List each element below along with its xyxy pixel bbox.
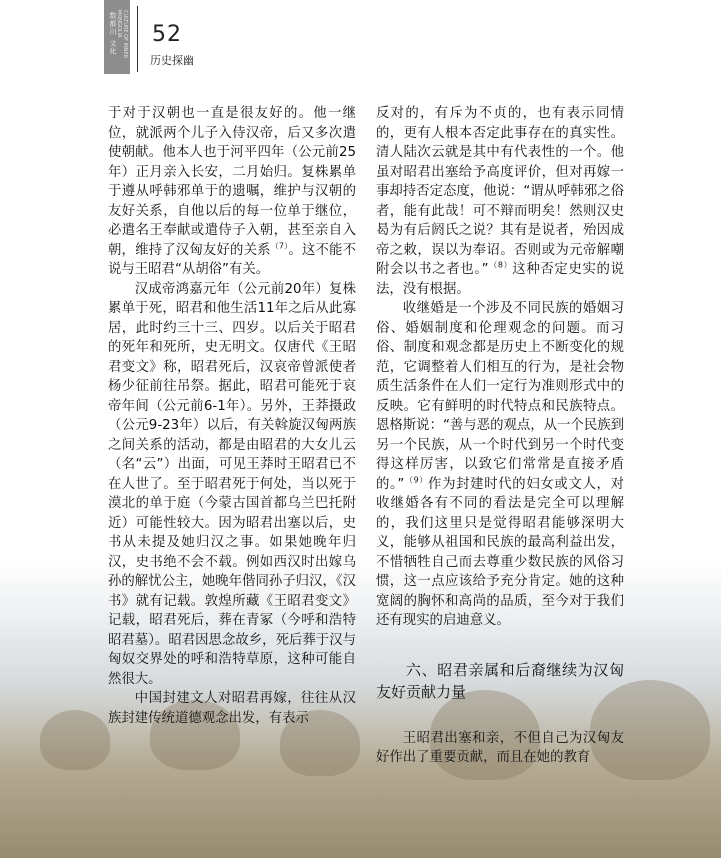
paragraph-text: 于对于汉朝也一直是很友好的。他一继位，就派两个儿子入侍汉帝，后又多次遣使朝献。他本人也于河平四年（公元前25年）正月亲入长安，二月始归。复株累单于遵从呼韩邪单于的遗嘱，维护与汉朝的友好关系，自他以后的每一位单于继位，必遣名王奉献或遣侍子入朝，甚至亲自入朝，维持了汉匈友好的关系 xyxy=(108,106,356,258)
paragraph xyxy=(108,280,356,690)
footnote-ref: （9） xyxy=(404,475,429,485)
paragraph-text: 作为封建时代的妇女或文人，对收继婚各有不同的看法是完全可以理解的，我们这里只是觉得昭君能够深明大义，能够从祖国和民族的最高利益出发，不惜牺牲自己而去尊重少数民族的风俗习惯，这一点应该给予充分肯定。她的这种宽阔的胸怀和高尚的品质，至今对于我们还有现实的启迪意义。 xyxy=(376,476,624,628)
magazine-logo-strip xyxy=(104,0,130,74)
header-divider xyxy=(137,6,138,72)
footnote-ref: （8） xyxy=(488,260,513,270)
paragraph-text: 收继婚是一个涉及不同民族的婚姻习俗、婚姻制度和伦理观念的问题。而习俗、制度和观念都是历史上不断变化的规范，它调整着人们相互的行为，是社会物质生活条件在人们一定行为准则形式中的反映。它有鲜明的时代特点和民族特点。恩格斯说：“善与恶的观点，从一个民族到另一个民族，从一个时代到另一个时代变得这样厉害，以致它们常常是直接矛盾的。” xyxy=(376,301,624,492)
paragraph xyxy=(108,689,356,728)
paragraph-text: 。这不能不说与王昭君“从胡俗”有关。 xyxy=(108,242,356,277)
paragraph xyxy=(108,104,356,280)
magazine-subtitle: CULTURE OF INNER MONGOLIA xyxy=(116,10,128,59)
paragraph-text: 汉成帝鸿嘉元年（公元前20年）复株累单于死，昭君和他生活11年之后从此寡居，此时约三十三、四岁。以后关于昭君的死年和死所，史无明文。仅唐代《王昭君变文》称，昭君死后，汉哀帝曾派使者杨少征前往吊祭。据此，昭君可能死于哀帝年间（公元前6-1年）。另外，王莽摄政（公元9-23年）以后，有关斡旋汉匈两族之间关系的活动，都是由昭君的大女儿云（名“云”）出面，可见王莽时王昭君已不在人世了。至于昭君死于何处，当以死于漠北的单于庭（今蒙古国首都乌兰巴托附近）可能性较大。因为昭君出塞以后，史书从未提及她归汉之事。如果她晚年归汉，史书绝不会不载。例如西汉时出嫁乌孙的解忧公主，她晚年偕同孙子归汉，《汉书》就有记载。敦煌所藏《王昭君变文》记载，昭君死后，葬在青冢（今呼和浩特昭君墓）。昭君因思念故乡，死后葬于汉与匈奴交界处的呼和浩特草原，这种可能自然很大。 xyxy=(108,281,356,687)
left-column xyxy=(108,104,356,728)
paragraph-text: 这种否定史实的说法，没有根据。 xyxy=(376,262,624,297)
right-column-bottom xyxy=(376,729,624,768)
right-column-top xyxy=(376,104,624,631)
camel-shape xyxy=(40,710,110,770)
magazine-logo: 数都川 文化 xyxy=(109,12,117,56)
section-heading: 六、昭君亲属和后裔继续为汉匈友好贡献力量 xyxy=(376,660,624,701)
paragraph xyxy=(376,299,624,631)
paragraph xyxy=(376,104,624,299)
section-label: 历史探幽 xyxy=(150,54,194,67)
paragraph-text: 中国封建文人对昭君再嫁，往往从汉族封建传统道德观念出发，有表示 xyxy=(108,691,356,726)
page-number: 52 xyxy=(152,22,182,47)
paragraph-text: 王昭君出塞和亲，不但自己为汉匈友好作出了重要贡献，而且在她的教育 xyxy=(376,730,624,765)
footnote-ref: （7） xyxy=(270,241,289,251)
paragraph-text: 反对的，有斥为不贞的，也有表示同情的，更有人根本否定此事存在的真实性。清人陆次云就是其中有代表性的一个。他虽对昭君出塞给予高度评价，但对再嫁一事却持否定态度，他说：“谓从呼韩邪之俗者，能有此哉！可不辩而明矣！然则汉史曷为有后阏氏之说？其有是说者，殆因成帝之敕，误以为奉诏。否则或为元帝解嘲附会以书之者也。” xyxy=(376,106,624,277)
right-column xyxy=(376,104,624,768)
paragraph xyxy=(376,729,624,768)
